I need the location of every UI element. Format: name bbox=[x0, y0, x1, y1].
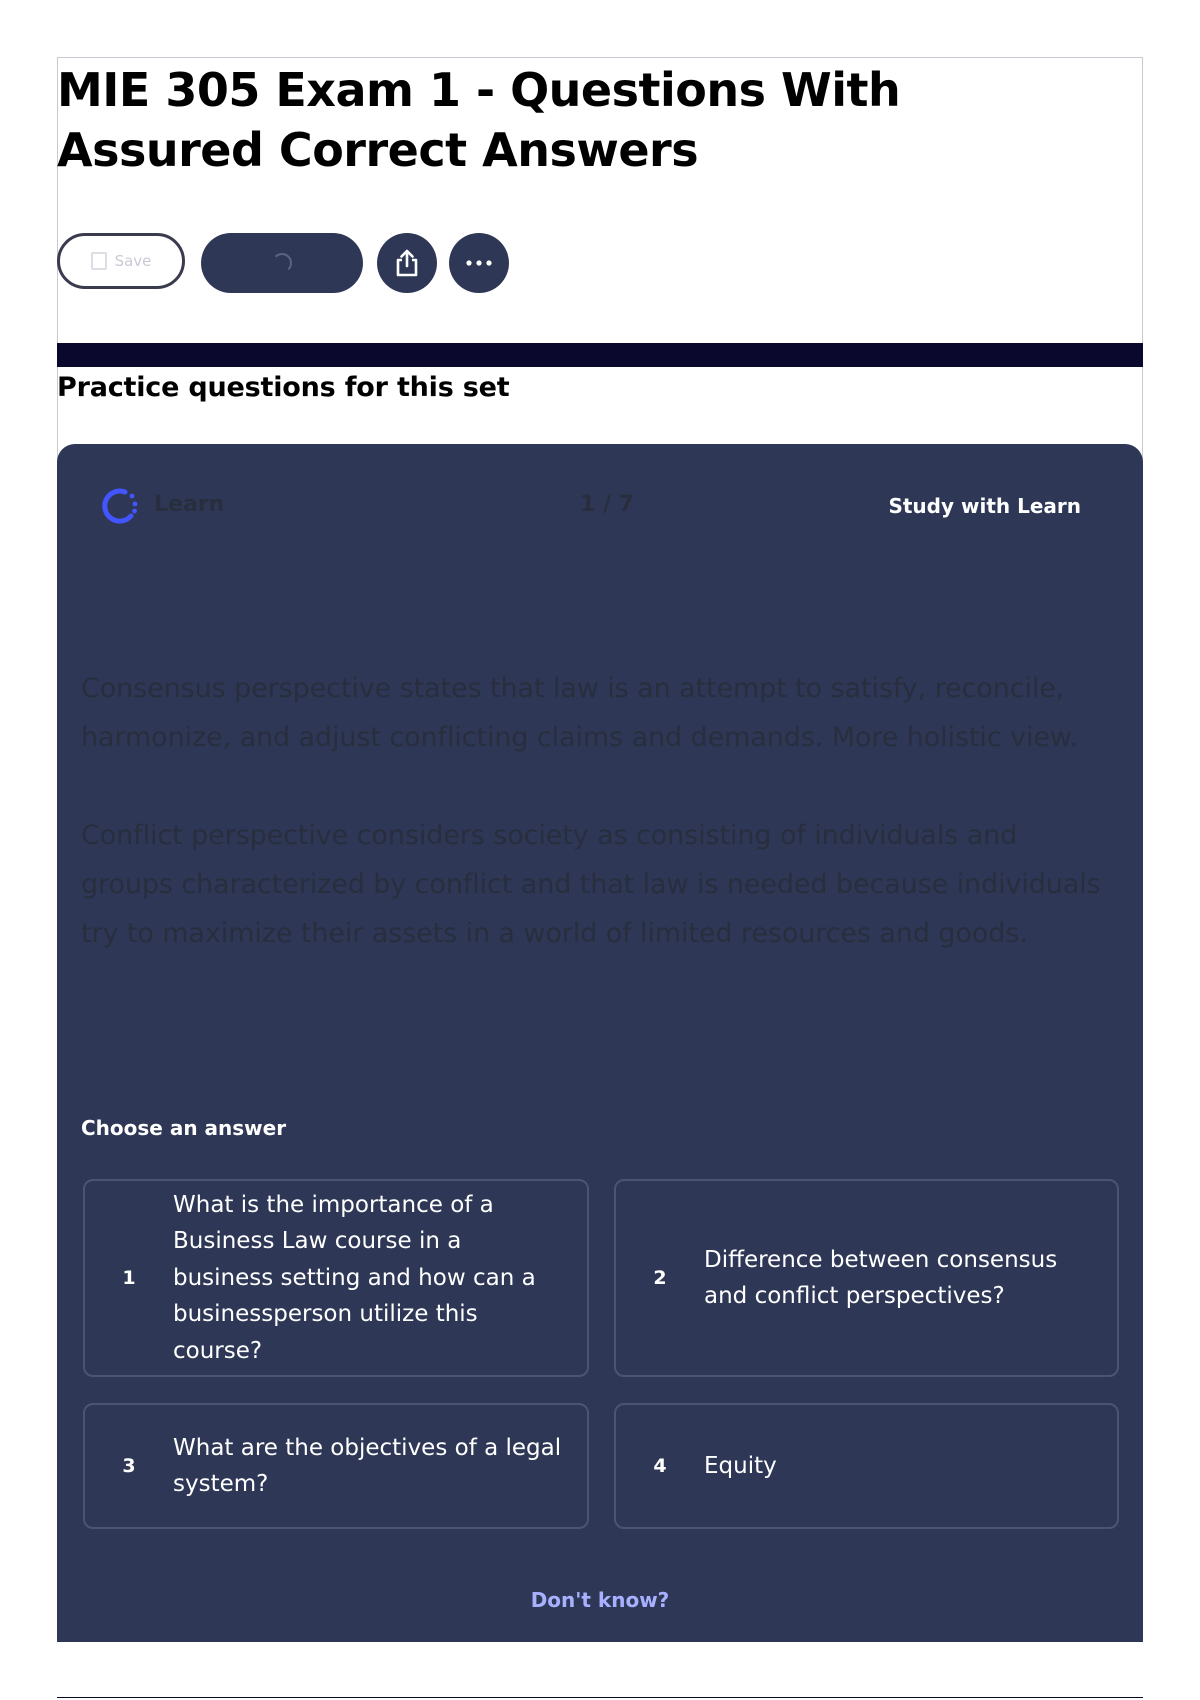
share-icon bbox=[393, 248, 421, 278]
save-button[interactable] bbox=[57, 233, 185, 289]
practice-heading: Practice questions for this set bbox=[57, 372, 510, 403]
option-text: Equity bbox=[704, 1452, 777, 1479]
bottom-divider bbox=[57, 1697, 1143, 1698]
option-text: What is the importance of a Business Law course in a business setting and how can a businessperson utilize this course? bbox=[173, 1191, 536, 1364]
option-number: 2 bbox=[653, 1267, 667, 1289]
prompt-paragraph: Conflict perspective considers society as consisting of individuals and groups characterized by conflict and that law is needed because individuals try to maximize their assets in a world of limited resources and goods. bbox=[81, 820, 1101, 949]
answer-option-1[interactable] bbox=[83, 1179, 589, 1377]
option-text: Difference between consensus and conflict perspectives? bbox=[704, 1246, 1058, 1309]
loading-button[interactable] bbox=[201, 233, 363, 293]
practice-question-card bbox=[57, 444, 1143, 1642]
set-toolbar bbox=[57, 233, 577, 293]
divider-bar bbox=[57, 343, 1143, 367]
more-options-icon bbox=[464, 259, 494, 267]
card-header bbox=[57, 480, 1143, 530]
study-with-learn-link[interactable]: Study with Learn bbox=[888, 494, 1081, 518]
question-progress: 1 / 7 bbox=[580, 492, 634, 517]
option-number: 4 bbox=[653, 1455, 667, 1477]
dont-know-button[interactable]: Don't know? bbox=[530, 1588, 670, 1612]
more-options-button[interactable] bbox=[449, 233, 509, 293]
answer-option-4[interactable] bbox=[614, 1403, 1119, 1529]
prompt-paragraph: Consensus perspective states that law is an attempt to satisfy, reconcile, harmonize, and adjust conflicting claims and demands. More holistic view. bbox=[81, 673, 1078, 753]
share-button[interactable] bbox=[377, 233, 437, 293]
bookmark-icon bbox=[91, 252, 107, 270]
save-button-label: Save bbox=[114, 252, 152, 270]
question-prompt bbox=[81, 664, 1111, 1007]
option-text: What are the objectives of a legal system? bbox=[173, 1434, 562, 1497]
answer-option-2[interactable] bbox=[614, 1179, 1119, 1377]
option-number: 1 bbox=[122, 1267, 136, 1289]
learn-mode-label: Learn bbox=[154, 492, 225, 517]
option-number: 3 bbox=[122, 1455, 136, 1477]
learn-logo-icon bbox=[97, 484, 141, 528]
choose-answer-label: Choose an answer bbox=[81, 1116, 287, 1140]
answer-option-3[interactable] bbox=[83, 1403, 589, 1529]
spinner-icon bbox=[272, 253, 292, 273]
page-title: MIE 305 Exam 1 - Questions With Assured Correct Answers bbox=[57, 63, 901, 177]
